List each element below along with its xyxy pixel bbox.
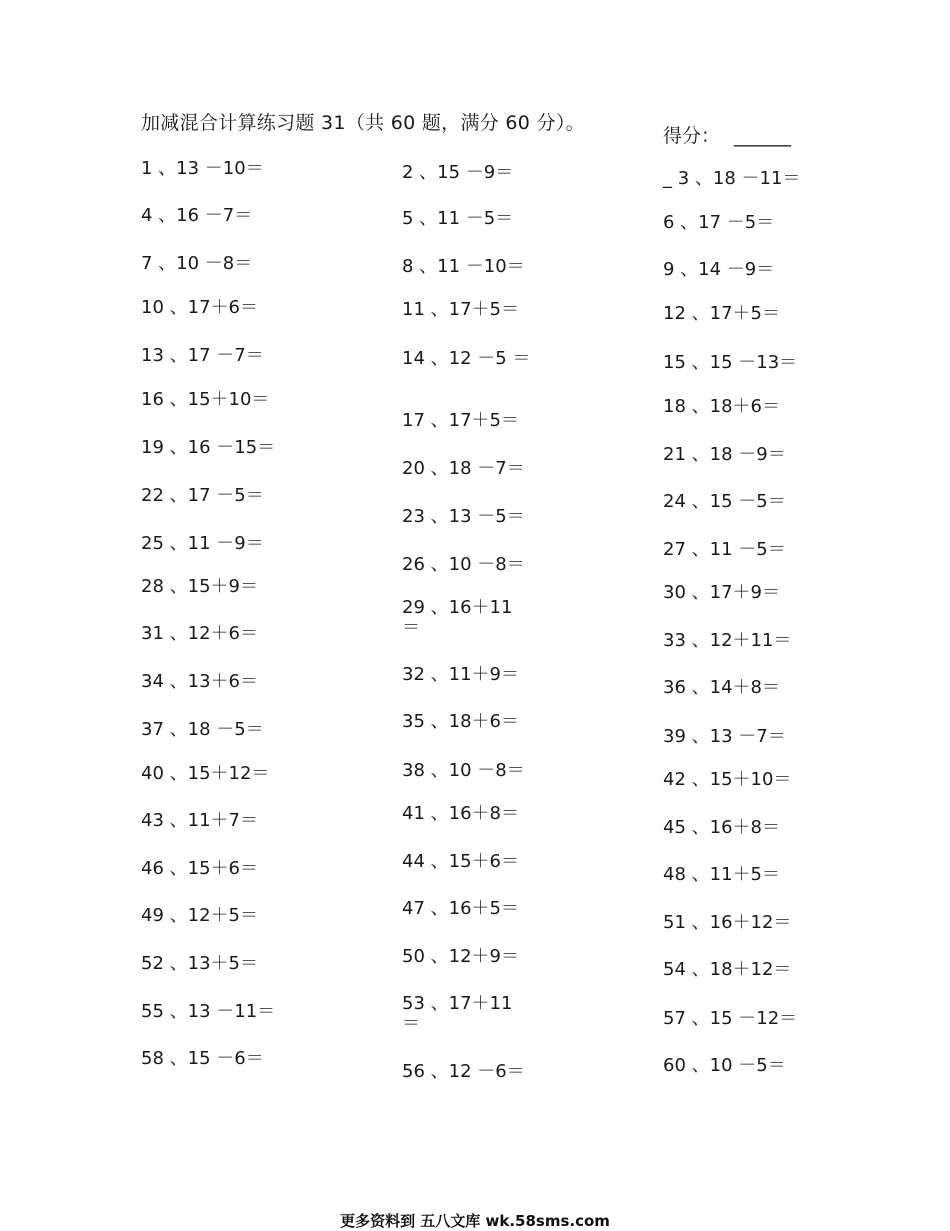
problem-item: 57 、15 －12＝ [663, 1008, 798, 1029]
problem-item: 50 、12＋9＝ [402, 946, 519, 967]
problem-item: 29 、16＋11 ＝ [402, 597, 513, 638]
problem-item: 9 、14 －9＝ [663, 259, 775, 280]
problem-item: 11 、17＋5＝ [402, 299, 519, 320]
score-label: 得分： [663, 125, 721, 147]
problem-item: 58 、15 －6＝ [141, 1048, 264, 1069]
problem-item: 25 、11 －9＝ [141, 533, 264, 554]
problem-item: 30 、17＋9＝ [663, 582, 780, 603]
problem-item: 34 、13＋6＝ [141, 671, 258, 692]
problem-item: 28 、15＋9＝ [141, 576, 258, 597]
problem-item: 5 、11 －5＝ [402, 208, 514, 229]
problem-item: 1 、13 －10＝ [141, 158, 264, 179]
problem-item: 35 、18＋6＝ [402, 711, 519, 732]
problem-item: 8 、11 －10＝ [402, 256, 525, 277]
problem-item: 26 、10 －8＝ [402, 554, 525, 575]
score-blank: ______ [734, 125, 792, 147]
footer-watermark: 更多资料到 五八文库 wk.58sms.com [340, 1212, 610, 1230]
problem-item: 27 、11 －5＝ [663, 539, 786, 560]
problem-item: 60 、10 －5＝ [663, 1055, 786, 1076]
problem-item: 52 、13＋5＝ [141, 953, 258, 974]
problem-item: 43 、11＋7＝ [141, 810, 258, 831]
problem-item: 46 、15＋6＝ [141, 858, 258, 879]
problem-item: 16 、15＋10＝ [141, 389, 270, 410]
problem-item: _ 3 、18 －11＝ [663, 168, 801, 189]
problem-item: 13 、17 －7＝ [141, 345, 264, 366]
problem-item: 14 、12 －5 ＝ [402, 348, 531, 369]
problem-item: 32 、11＋9＝ [402, 664, 519, 685]
problem-item: 40 、15＋12＝ [141, 763, 270, 784]
problem-item: 23 、13 －5＝ [402, 506, 525, 527]
problem-item: 39 、13 －7＝ [663, 726, 786, 747]
problem-item: 41 、16＋8＝ [402, 803, 519, 824]
problem-item: 48 、11＋5＝ [663, 864, 780, 885]
problem-item: 49 、12＋5＝ [141, 905, 258, 926]
problem-item: 45 、16＋8＝ [663, 817, 780, 838]
problem-item: 4 、16 －7＝ [141, 205, 253, 226]
problem-item: 19 、16 －15＝ [141, 437, 276, 458]
problem-item: 47 、16＋5＝ [402, 898, 519, 919]
problem-item: 20 、18 －7＝ [402, 458, 525, 479]
problem-item: 12 、17＋5＝ [663, 303, 780, 324]
problem-item: 51 、16＋12＝ [663, 912, 792, 933]
problem-item: 6 、17 －5＝ [663, 212, 775, 233]
worksheet-title: 加减混合计算练习题 31（共 60 题，满分 60 分）。 [141, 112, 585, 134]
problem-item: 56 、12 －6＝ [402, 1061, 525, 1082]
problem-item: 31 、12＋6＝ [141, 623, 258, 644]
problem-item: 54 、18＋12＝ [663, 959, 792, 980]
problem-item: 33 、12＋11＝ [663, 630, 792, 651]
problem-item: 44 、15＋6＝ [402, 851, 519, 872]
problem-item: 2 、15 －9＝ [402, 162, 514, 183]
problem-item: 37 、18 －5＝ [141, 719, 264, 740]
problem-item: 36 、14＋8＝ [663, 677, 780, 698]
problem-item: 18 、18＋6＝ [663, 396, 780, 417]
problem-item: 21 、18 －9＝ [663, 444, 786, 465]
problem-item: 17 、17＋5＝ [402, 410, 519, 431]
problem-item: 42 、15＋10＝ [663, 769, 792, 790]
problem-item: 24 、15 －5＝ [663, 491, 786, 512]
problem-item: 10 、17＋6＝ [141, 297, 258, 318]
problem-item: 22 、17 －5＝ [141, 485, 264, 506]
problem-item: 55 、13 －11＝ [141, 1001, 276, 1022]
problem-item: 7 、10 －8＝ [141, 253, 253, 274]
problem-item: 38 、10 －8＝ [402, 760, 525, 781]
problem-item: 53 、17＋11 ＝ [402, 993, 513, 1034]
problem-item: 15 、15 －13＝ [663, 352, 798, 373]
